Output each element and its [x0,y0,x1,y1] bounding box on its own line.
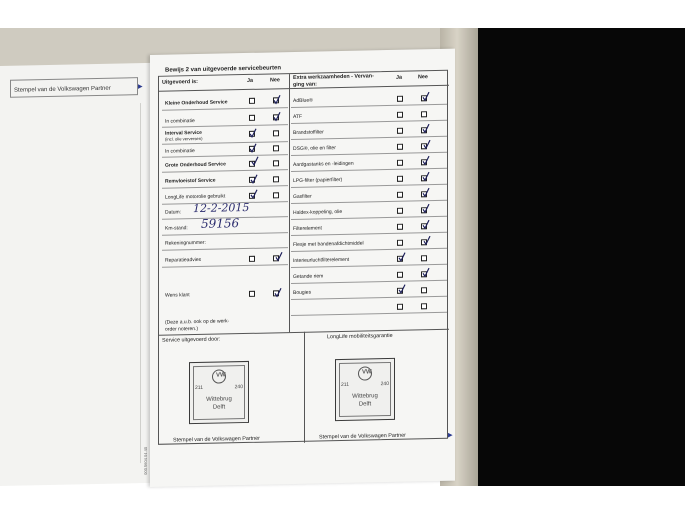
partner-label-left: Stempel van de Volkswagen Partner [173,435,260,444]
stamp-number-left: 211 [195,384,203,392]
right-item-label: Aardgastanks en -leidingen [293,160,354,169]
right-item-label: Getande riem [293,273,324,281]
row-rule [291,312,447,316]
stamp-number-right: 240 [234,384,243,391]
right-item-label: ATF [293,113,303,121]
check-mark-icon [422,152,430,162]
ja-checkbox[interactable] [397,112,403,118]
stamp-logo-text: VW [362,369,372,376]
ja-checkbox[interactable] [397,128,403,134]
right-header-line2: ging van: [293,81,317,89]
dealer-stamp-left [189,361,249,424]
note-line2: order noteren.) [165,325,199,333]
right-item-label: Brandstoffilter [293,129,324,137]
row-rule [162,124,288,127]
nee-checkbox[interactable] [273,130,279,136]
check-mark-icon [275,248,283,258]
stamp-name-line1: Wittebrug [206,396,232,403]
left-partner-label: Stempel van de Volkswagen Partner [14,85,111,94]
nee-checkbox[interactable] [421,287,427,293]
nee-header-right: Nee [418,74,428,81]
check-mark-icon [422,200,430,210]
check-mark-icon [422,216,430,226]
left-page-divider [140,103,141,463]
check-mark-icon [251,153,259,163]
row-rule [162,247,288,250]
check-mark-icon [249,140,257,150]
ja-checkbox[interactable] [397,208,403,214]
ja-checkbox[interactable] [249,291,255,297]
right-item-label: Gasfilter [293,193,312,201]
left-item-label: Grote Onderhoud Service [165,161,226,169]
nee-checkbox[interactable] [421,255,427,261]
check-mark-icon [249,125,257,135]
stamp-name-line2: Delft [358,401,372,408]
row-rule [162,264,288,267]
ja-checkbox[interactable] [397,272,403,278]
row-rule [291,248,447,252]
row-rule [162,232,288,235]
ja-checkbox[interactable] [397,96,403,102]
next-page-arrow-icon: ▶ [448,432,453,439]
left-item-sublabel: (incl. olie verversen) [165,135,203,142]
check-mark-icon [422,168,430,178]
check-mark-icon [250,171,258,181]
left-header: Uitgevoerd is: [162,78,198,86]
check-mark-icon [423,232,431,242]
right-page [150,49,455,487]
stamp-logo-text: VW [216,372,226,379]
row-rule [162,107,288,110]
left-page-code: 000.5604.04.40 [143,446,148,475]
sheet-title: Bewijs 2 van uitgevoerde servicebeurten [165,65,282,74]
right-header-line1: Extra werkzaamheden - Vervan- [293,73,374,82]
left-item-label: LongLife motorolie gebruikt [165,193,226,201]
background-dark [462,28,685,486]
right-item-label: Interieurluchtfilterelement [293,256,350,265]
check-mark-icon [422,264,430,274]
km-label: Km-stand: [165,225,188,232]
ja-checkbox[interactable] [397,224,403,230]
dealer-stamp-right [335,358,395,421]
row-rule [162,169,288,172]
row-rule [291,104,447,108]
right-item-label: DSG®, olie en filter [293,145,336,153]
nee-checkbox[interactable] [273,160,279,166]
nee-checkbox[interactable] [273,176,279,182]
right-item-label: Haldex-koppeling, olie [293,208,343,217]
left-item-label: In combinatie [165,148,195,155]
check-mark-icon [422,120,430,130]
ja-checkbox[interactable] [397,176,403,182]
stamp-name-line1: Wittebrug [352,393,378,400]
stamp-divider [304,332,305,443]
left-page [0,63,152,486]
right-item-label: Filterelement [293,225,322,233]
stamp-number-right: 240 [380,380,389,388]
datum-label: Datum: [165,209,182,216]
nee-checkbox[interactable] [273,192,279,198]
stamp-name-line2: Delft [212,404,226,411]
partner-label-right: Stempel van de Volkswagen Partner [319,432,406,441]
ja-header-right: Ja [396,74,402,81]
left-item-label: Interval Service [165,129,202,137]
wens-label: Wens klant [165,292,190,299]
left-item-label: Kleine Onderhoud Service [165,99,228,107]
note-line1: (Deze a.u.b. ook op de werk- [165,318,230,326]
row-rule [291,296,447,300]
service-by-label: Service uitgevoerd door: [162,336,221,344]
check-mark-icon [422,88,430,98]
nee-checkbox[interactable] [421,303,427,309]
check-mark-icon [250,186,258,196]
nee-checkbox[interactable] [421,111,427,117]
check-mark-icon [422,184,430,194]
check-mark-icon [398,249,406,259]
right-item-label: AdBlue® [293,97,313,105]
right-item-label: LPG-filter (papierfilter) [293,176,343,185]
rekening-label: Rekeningnummer: [165,239,206,247]
ja-checkbox[interactable] [397,144,403,150]
row-rule [162,185,288,188]
ja-header-left: Ja [247,77,253,84]
left-arrow-icon: ▶ [138,84,143,91]
check-mark-icon [398,281,406,291]
right-item-label: Flesje met bandenafdichtmiddel [293,240,364,249]
ja-checkbox[interactable] [397,304,403,310]
ja-checkbox[interactable] [397,240,403,246]
row-rule [162,141,288,144]
ja-checkbox[interactable] [249,256,255,262]
right-item-label: Bougies [293,289,312,297]
check-mark-icon [423,136,431,146]
check-mark-icon [274,284,282,294]
reparatie-label: Reparatieadvies [165,256,202,264]
check-mark-icon [273,108,281,118]
stamp-number-left: 211 [341,381,349,388]
ja-checkbox[interactable] [397,160,403,166]
ja-checkbox[interactable] [249,115,255,121]
nee-checkbox[interactable] [273,145,279,151]
km-handwritten: 59156 [201,216,240,231]
longlife-label: LongLife mobiliteitsgarantie [327,332,393,341]
left-item-label: Remvloeistof Service [165,177,216,185]
nee-header-left: Nee [270,77,280,84]
datum-handwritten: 12-2-2015 [193,200,250,216]
left-item-label: In combinatie [165,118,195,125]
row-rule [291,280,447,284]
ja-checkbox[interactable] [249,98,255,104]
column-divider [289,74,290,332]
row-rule [162,154,288,157]
service-form [158,70,448,445]
check-mark-icon [273,91,281,101]
ja-checkbox[interactable] [397,192,403,198]
